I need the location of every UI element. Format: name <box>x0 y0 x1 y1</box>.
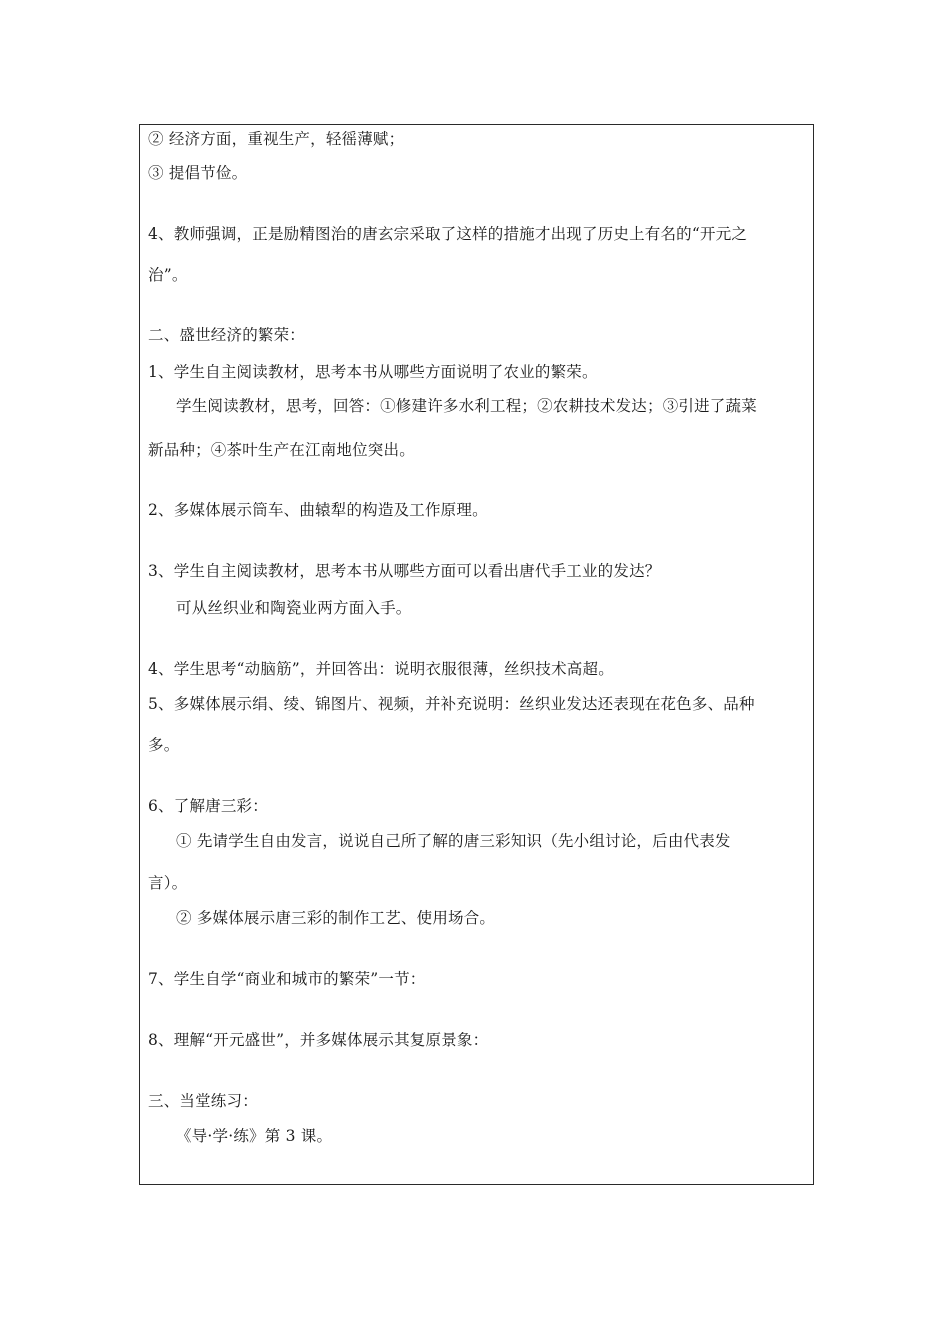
text-line: 1、学生自主阅读教材，思考本书从哪些方面说明了农业的繁荣。 <box>148 363 598 381</box>
text-line: 4、教师强调，正是励精图治的唐玄宗采取了这样的措施才出现了历史上有名的“开元之 <box>148 225 748 243</box>
text-line: 7、学生自学“商业和城市的繁荣”一节： <box>148 970 426 988</box>
text-line: 可从丝织业和陶瓷业两方面入手。 <box>176 599 412 617</box>
text-line: ③ 提倡节俭。 <box>148 164 248 182</box>
text-line: 6、了解唐三彩： <box>148 797 268 815</box>
section-heading: 三、当堂练习： <box>148 1092 258 1110</box>
table-cell-border <box>139 124 814 1185</box>
text-line: ② 经济方面，重视生产，轻徭薄赋； <box>148 130 405 148</box>
text-line: 多。 <box>148 736 180 754</box>
text-line: 言）。 <box>148 874 188 892</box>
text-line: 学生阅读教材，思考，回答：①修建许多水利工程；②农耕技术发达；③引进了蔬菜 <box>176 397 757 415</box>
text-line: 治”。 <box>148 266 188 284</box>
text-line: 3、学生自主阅读教材，思考本书从哪些方面可以看出唐代手工业的发达？ <box>148 562 661 580</box>
section-heading: 二、盛世经济的繁荣： <box>148 326 306 344</box>
text-line: 8、理解“开元盛世”，并多媒体展示其复原景象： <box>148 1031 489 1049</box>
text-line: ① 先请学生自由发言，说说自己所了解的唐三彩知识（先小组讨论，后由代表发 <box>176 832 731 850</box>
text-line: 5、多媒体展示绢、绫、锦图片、视频，并补充说明：丝织业发达还表现在花色多、品种 <box>148 695 755 713</box>
text-line: 《导·学·练》第 3 课。 <box>176 1127 333 1145</box>
text-line: 2、多媒体展示筒车、曲辕犁的构造及工作原理。 <box>148 501 488 519</box>
text-line: 4、学生思考“动脑筋”，并回答出：说明衣服很薄，丝织技术高超。 <box>148 660 614 678</box>
text-line: 新品种；④茶叶生产在江南地位突出。 <box>148 441 415 459</box>
text-line: ② 多媒体展示唐三彩的制作工艺、使用场合。 <box>176 909 496 927</box>
